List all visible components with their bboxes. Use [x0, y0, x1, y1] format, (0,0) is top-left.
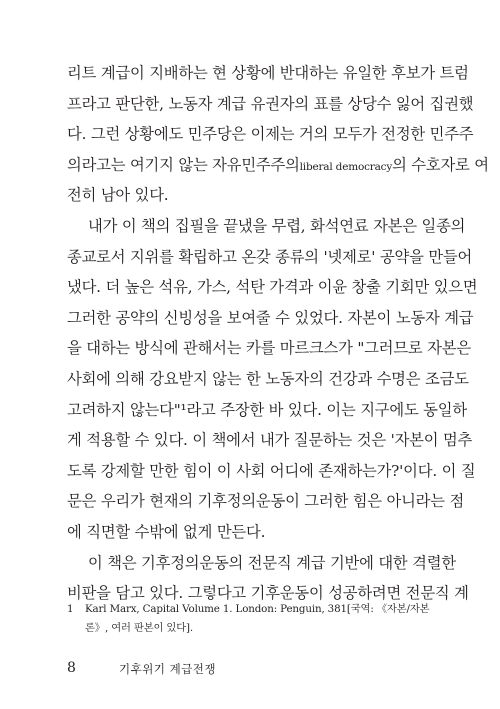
text-line: 비판을 담고 있다. 그렇다고 기후운동이 성공하려면 전문직 계: [67, 584, 469, 603]
text-line: 에 직면할 수밖에 없게 만든다.: [67, 522, 266, 541]
text-segment: 의 수호자로 여: [392, 155, 489, 174]
page-number: 8: [67, 660, 76, 676]
footnote-text: Karl Marx, Capital Volume 1. London: Penguin, 381[국역: 《자본/자본론》, 여러 판본이 있다].: [85, 603, 430, 634]
text-line: 문은 우리가 현재의 기후정의운동이 그러한 힘은 아니라는 점: [67, 492, 465, 511]
body-text: [67, 58, 489, 609]
text-line: 을 대하는 방식에 관해서는 카를 마르크스가 "그러므로 자본은: [67, 339, 471, 358]
running-title: 기후위기 계급전쟁: [119, 662, 217, 676]
footnote-number: 1: [67, 603, 74, 615]
text-line: 이 책은 기후정의운동의 전문직 계급 기반에 대한 격렬한: [88, 553, 456, 572]
text-line: 냈다. 더 높은 석유, 가스, 석탄 가격과 이윤 창출 기회만 있으면: [67, 278, 478, 297]
text-line: 게 적용할 수 있다. 이 책에서 내가 질문하는 것은 '자본이 멈추: [67, 431, 473, 450]
latin-term: liberal democracy: [299, 160, 393, 173]
text-line: 도록 강제할 만한 힘이 이 사회 어디에 존재하는가?'이다. 이 질: [67, 461, 476, 480]
text-line: 전히 남아 있다.: [67, 186, 169, 205]
footnote: [67, 600, 437, 638]
text-line: [67, 150, 489, 181]
text-line: 종교로서 지위를 확립하고 온갖 종류의 '넷제로' 공약을 만들어: [67, 247, 473, 266]
text-line: 내가 이 책의 집필을 끝냈을 무렵, 화석연료 자본은 일종의: [88, 216, 466, 235]
text-line: 사회에 의해 강요받지 않는 한 노동자의 건강과 수명은 조금도: [67, 369, 469, 388]
text-line: 고려하지 않는다"¹라고 주장한 바 있다. 이는 지구에도 동일하: [67, 400, 467, 419]
text-segment: 의라고는 여기지 않는 자유민주주의: [67, 155, 300, 174]
text-line: 프라고 판단한, 노동자 계급 유권자의 표를 상당수 잃어 집권했: [67, 94, 474, 113]
text-line: 그러한 공약의 신빙성을 보여줄 수 있었다. 자본이 노동자 계급: [67, 308, 474, 327]
text-line: 다. 그런 상황에도 민주당은 이제는 거의 모두가 전정한 민주주: [67, 125, 474, 144]
text-line: 리트 계급이 지배하는 현 상황에 반대하는 유일한 후보가 트럼: [67, 64, 469, 82]
